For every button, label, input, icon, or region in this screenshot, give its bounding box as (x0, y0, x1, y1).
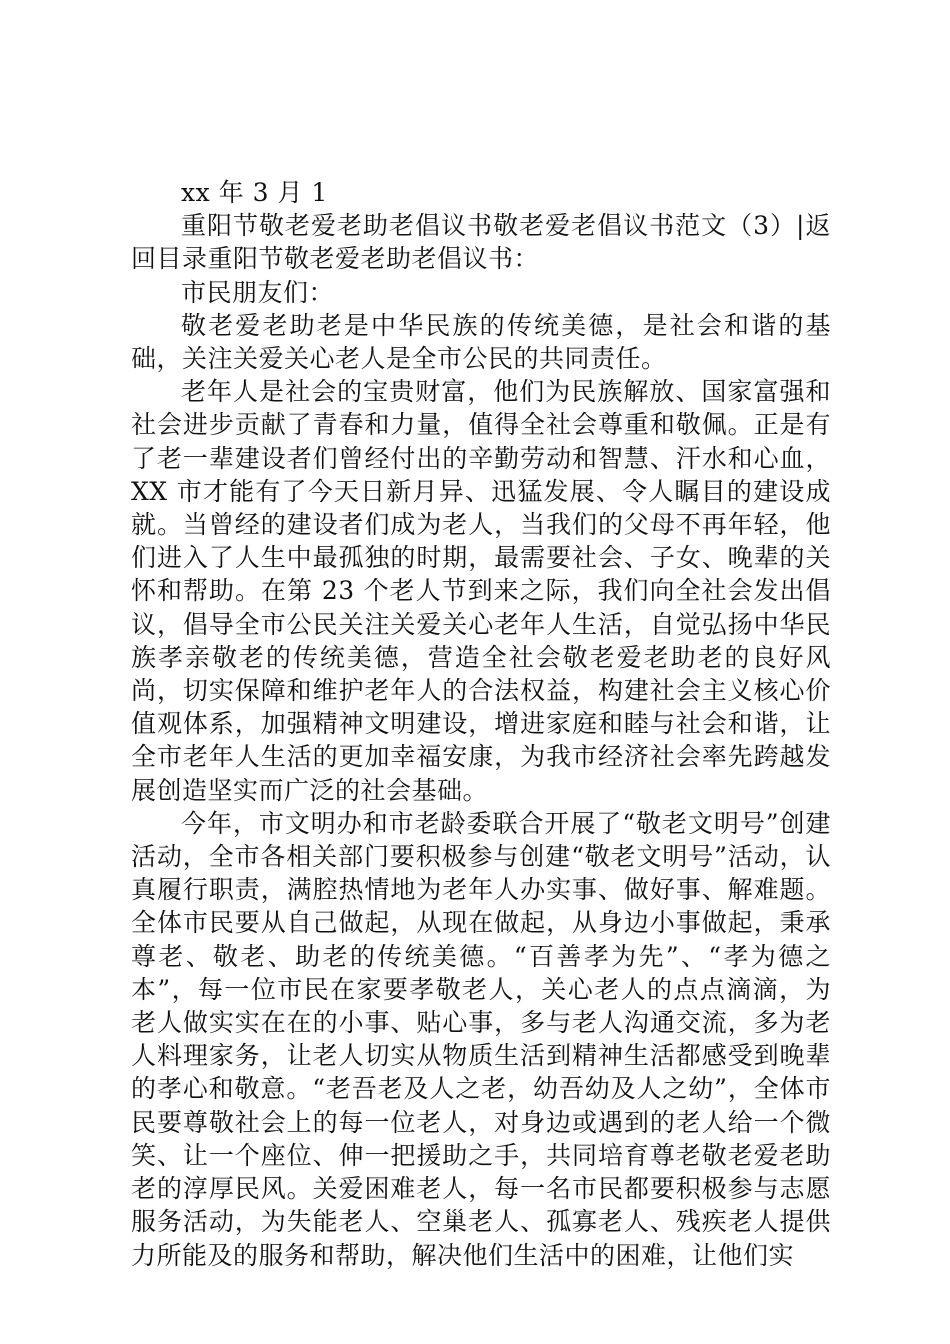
body-paragraph-2: 老年人是社会的宝贵财富，他们为民族解放、国家富强和社会进步贡献了青春和力量，值得全社会尊重和敬佩。正是有了老一辈建设者们曾经付出的辛勤劳动和智慧、汗水和心血，XX 市才能有了今天日新月异、迅猛发展、令人瞩目的建设成就。当曾经的建设者们成为老人，当我们的父母不再年轻，他们进入了人生中最孤独的时期，最需要社会、子女、晚辈的关怀和帮助。在第 23 个老人节到来之际，我们向全社会发出倡议，倡导全市公民关注关爱关心老年人生活，自觉弘扬中华民族孝亲敬老的传统美德，营造全社会敬老爱老助老的良好风尚，切实保障和维护老年人的合法权益，构建社会主义核心价值观体系，加强精神文明建设，增进家庭和睦与社会和谐，让全市老年人生活的更加幸福安康，为我市经济社会率先跨越发展创造坚实而广泛的社会基础。 (131, 377, 831, 805)
date-line: xx 年 3 月 1 (181, 178, 328, 207)
body-paragraph-3: 今年，市文明办和市老龄委联合开展了“敬老文明号”创建活动，全市各相关部门要积极参与创建“敬老文明号”活动，认真履行职责，满腔热情地为老年人办实事、做好事、解难题。全体市民要从自己做起，从现在做起，从身边小事做起，秉承尊老、敬老、助老的传统美德。“百善孝为先”、“孝为德之本”，每一位市民在家要孝敬老人，关心老人的点点滴滴，为老人做实实在在的小事、贴心事，多与老人沟通交流，多为老人料理家务，让老人切实从物质生活到精神生活都感受到晚辈的孝心和敬意。“老吾老及人之老，幼吾幼及人之幼”，全体市民要尊敬社会上的每一位老人，对身边或遇到的老人给一个微笑、让一个座位、伸一把援助之手，共同培育尊老敬老爱老助老的淳厚民风。关爱困难老人，每一名市民都要积极参与志愿服务活动，为失能老人、空巢老人、孤寡老人、残疾老人提供力所能及的服务和帮助，解决他们生活中的困难，让他们实 (131, 808, 831, 1270)
heading-paragraph: 重阳节敬老爱老助老倡议书敬老爱老倡议书范文（3）|返回目录重阳节敬老爱老助老倡议书： (131, 211, 831, 274)
document-body (131, 176, 831, 1272)
body-paragraph-1: 敬老爱老助老是中华民族的传统美德，是社会和谐的基础，关注关爱关心老人是全市公民的共同责任。 (131, 310, 831, 374)
salutation: 市民朋友们： (181, 277, 335, 307)
